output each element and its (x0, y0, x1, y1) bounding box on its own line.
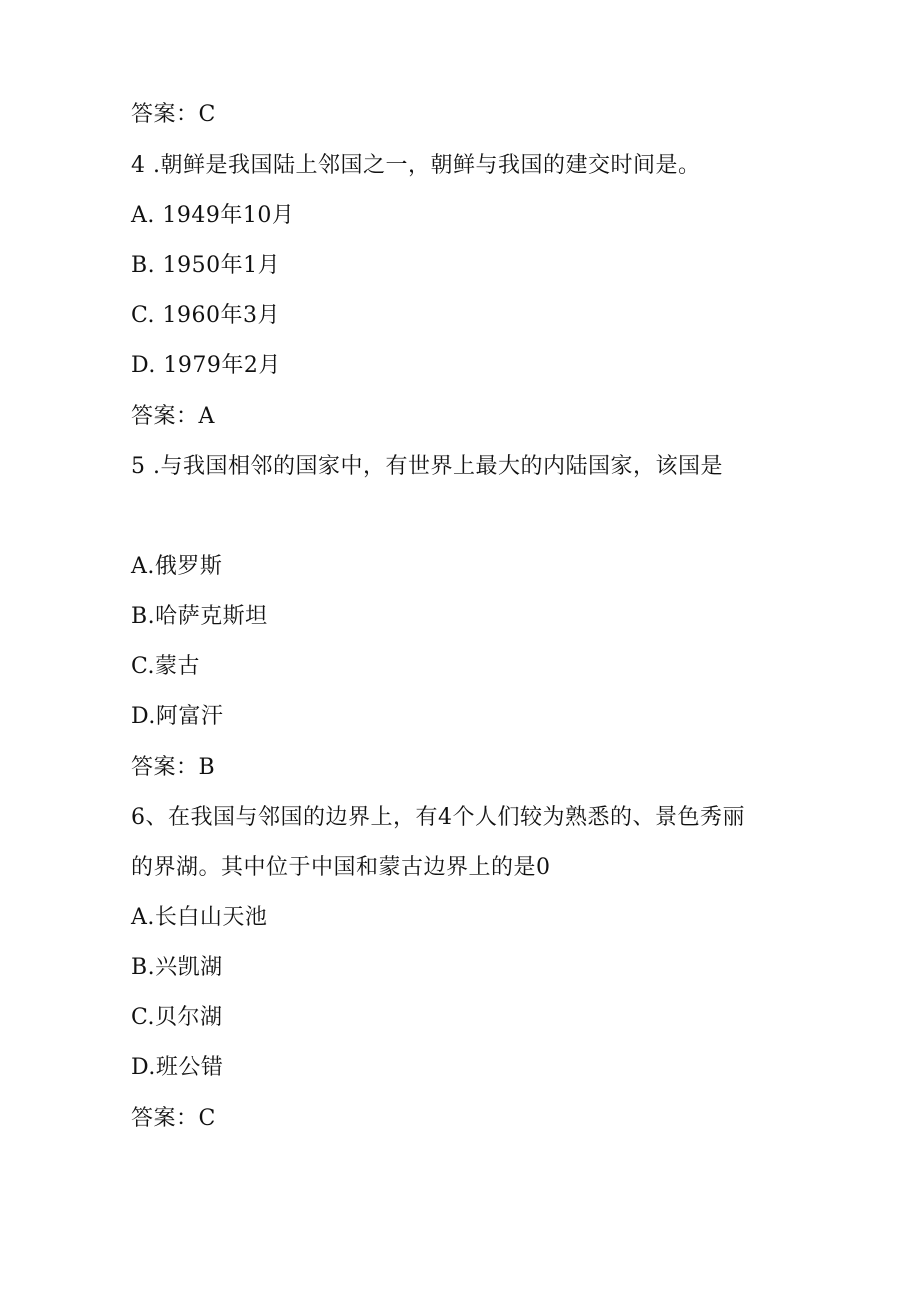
q6-option-d: D.班公错 (131, 1055, 224, 1080)
q4-answer: 答案：A (131, 404, 215, 429)
question-5-text: 5 .与我国相邻的国家中，有世界上最大的内陆国家，该国是 (131, 454, 723, 479)
q5-option-c: C.蒙古 (131, 654, 201, 679)
q4-option-c: C. 1960年3月 (131, 303, 281, 328)
q5-option-d: D.阿富汗 (131, 704, 224, 729)
q4-option-b: B. 1950年1月 (131, 253, 281, 278)
q4-option-d: D. 1979年2月 (131, 353, 281, 378)
q6-option-c: C.贝尔湖 (131, 1005, 223, 1030)
q5-answer: 答案：B (131, 755, 216, 780)
q5-option-a: A.俄罗斯 (131, 554, 223, 579)
question-6-text-line2: 的界湖。其中位于中国和蒙古边界上的是0 (131, 855, 551, 880)
q6-option-b: B.兴凯湖 (131, 955, 223, 980)
q6-option-a: A.长白山天池 (131, 905, 268, 930)
answer-line: 答案：C (131, 102, 216, 127)
q5-option-b: B.哈萨克斯坦 (131, 604, 268, 629)
question-4-text: 4 .朝鲜是我国陆上邻国之一，朝鲜与我国的建交时间是。 (131, 153, 701, 178)
q6-answer: 答案：C (131, 1106, 216, 1131)
question-6-text-line1: 6、在我国与邻国的边界上，有4个人们较为熟悉的、景色秀丽 (131, 805, 745, 830)
q4-option-a: A. 1949年10月 (131, 203, 295, 228)
